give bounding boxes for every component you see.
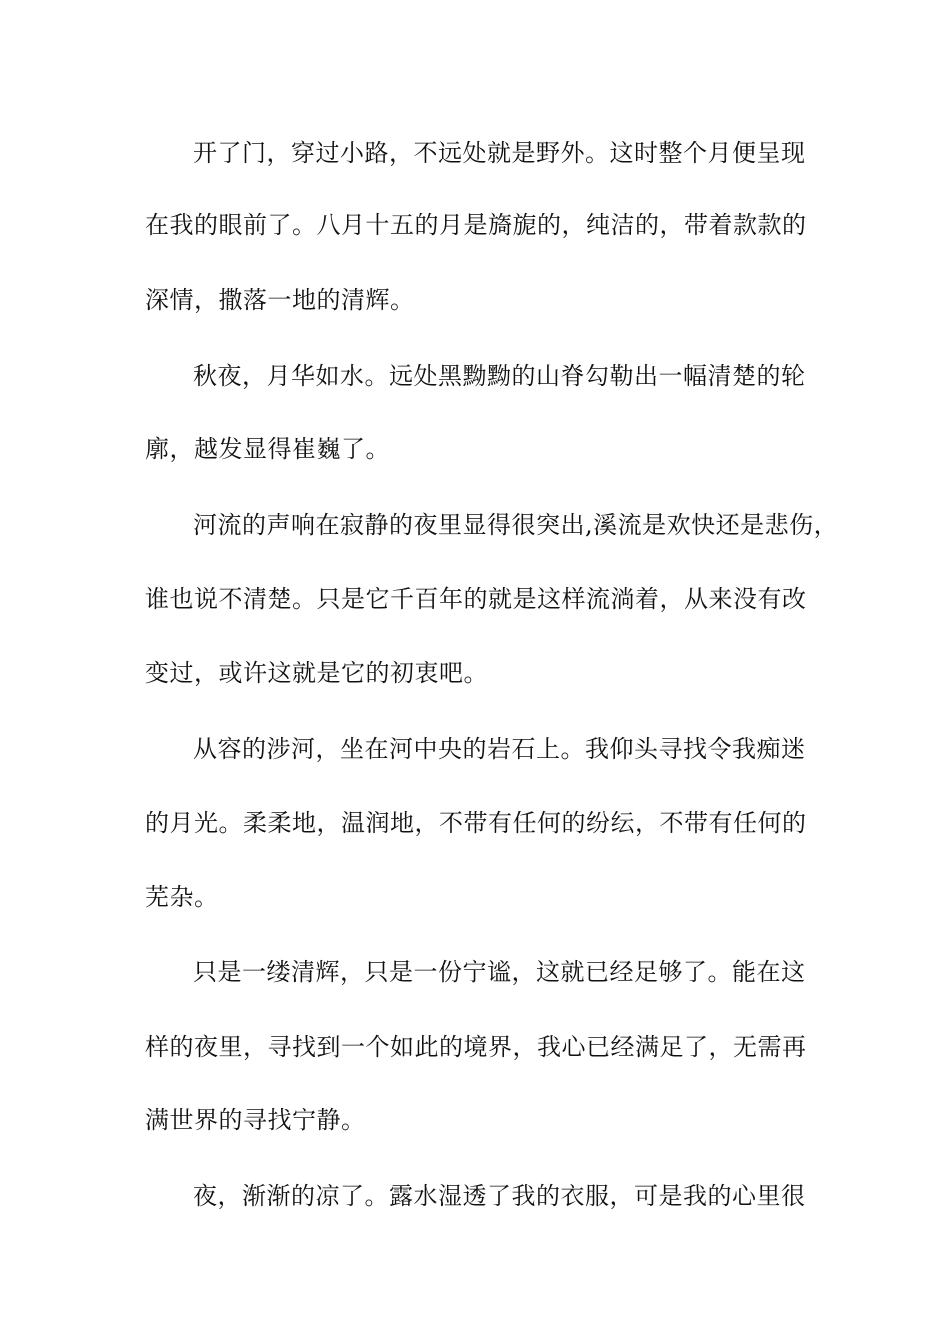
paragraph-5-line-2: 样的夜里，寻找到一个如此的境界，我心已经满足了，无需再 [145,1033,807,1061]
paragraph-1-line-2: 在我的眼前了。八月十五的月是旖旎的，纯洁的，带着款款的 [145,211,807,239]
paragraph-5-line-1: 只是一缕清辉，只是一份宁谧，这就已经足够了。能在这 [193,958,806,986]
paragraph-2-line-1: 秋夜，月华如水。远处黑黝黝的山脊勾勒出一幅清楚的轮 [193,362,806,390]
paragraph-4-line-1: 从容的涉河，坐在河中央的岩石上。我仰头寻找令我痴迷 [193,735,806,763]
paragraph-3-line-1: 河流的声响在寂静的夜里显得很突出,溪流是欢快还是悲伤， [193,511,839,539]
paragraph-1-line-1: 开了门，穿过小路，不远处就是野外。这时整个月便呈现 [193,139,806,167]
paragraph-3-line-2: 谁也说不清楚。只是它千百年的就是这样流淌着，从来没有改 [145,585,807,613]
paragraph-5-line-3: 满世界的寻找宁静。 [145,1106,366,1134]
paragraph-2-line-2: 廓，越发显得崔巍了。 [145,435,390,463]
paragraph-6-line-1: 夜，渐渐的凉了。露水湿透了我的衣服，可是我的心里很 [193,1182,806,1210]
paragraph-1-line-3: 深情，撒落一地的清辉。 [145,286,415,314]
paragraph-3-line-3: 变过，或许这就是它的初衷吧。 [145,659,488,687]
paragraph-4-line-2: 的月光。柔柔地，温润地，不带有任何的纷纭，不带有任何的 [145,809,807,837]
paragraph-4-line-3: 芜杂。 [145,883,219,911]
